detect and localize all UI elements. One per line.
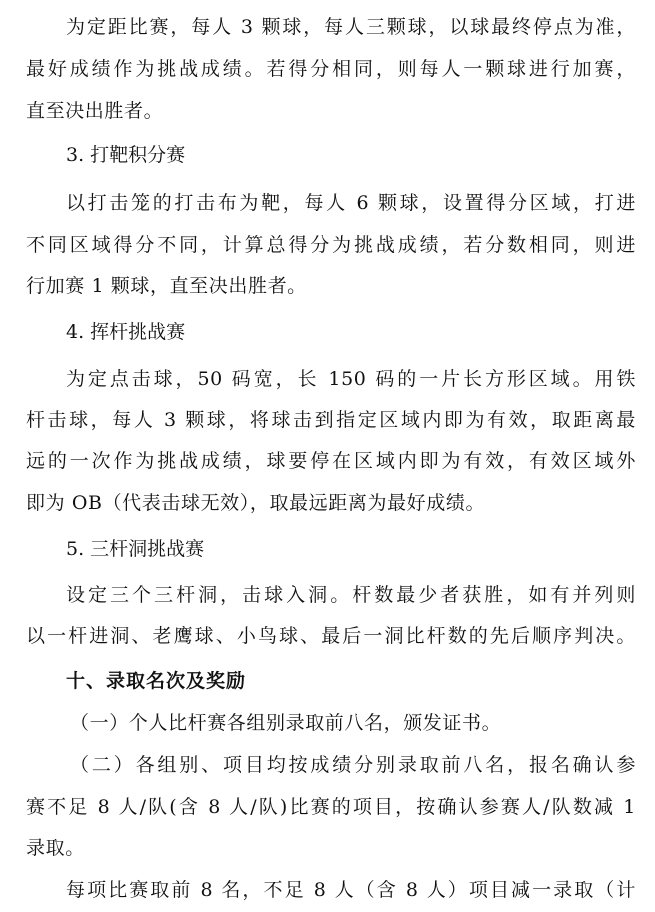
paragraph-line: 每项比赛取前 8 名，不足 8 人（含 8 人）项目减一录取（计 xyxy=(66,879,636,901)
paragraph-line: 为定距比赛，每人 3 颗球，每人三颗球，以球最终停点为准， xyxy=(66,16,636,38)
paragraph-line: 行加赛 1 颗球，直至决出胜者。 xyxy=(26,275,307,297)
paragraph-line: 不同区域得分不同，计算总得分为挑战成绩，若分数相同，则进 xyxy=(26,234,636,256)
paragraph-line: 赛不足 8 人/队(含 8 人/队)比赛的项目，按确认参赛人/队数减 1 xyxy=(26,796,636,818)
paragraph-line: 即为 OB（代表击球无效），取最远距离为最好成绩。 xyxy=(26,492,486,514)
paragraph-line: 远的一次作为挑战成绩，球要停在区域内即为有效，有效区域外 xyxy=(26,450,636,472)
subsection-heading-3: 3. 打靶积分赛 xyxy=(66,144,186,166)
paragraph-line: 杆击球，每人 3 颗球，将球击到指定区域内即为有效，取距离最 xyxy=(26,409,636,431)
subsection-heading-4: 4. 挥杆挑战赛 xyxy=(66,321,186,343)
paragraph-line: 以一杆进洞、老鹰球、小鸟球、最后一洞比杆数的先后顺序判决。 xyxy=(26,625,636,647)
paragraph-line: 录取。 xyxy=(26,837,85,859)
paragraph-line: 以打击笼的打击布为靶，每人 6 颗球，设置得分区域，打进 xyxy=(66,192,636,214)
section-heading: 十、录取名次及奖励 xyxy=(66,670,247,692)
paragraph-line: 直至决出胜者。 xyxy=(26,100,164,122)
paragraph-line: 最好成绩作为挑战成绩。若得分相同，则每人一颗球进行加赛， xyxy=(26,58,636,80)
paragraph-line: （一）个人比杆赛各组别录取前八名，颁发证书。 xyxy=(70,712,502,734)
paragraph-line: 为定点击球，50 码宽，长 150 码的一片长方形区域。用铁 xyxy=(66,368,636,390)
subsection-heading-5: 5. 三杆洞挑战赛 xyxy=(66,538,205,560)
paragraph-line: （二）各组别、项目均按成绩分别录取前八名，报名确认参 xyxy=(70,754,636,776)
paragraph-line: 设定三个三杆洞，击球入洞。杆数最少者获胜，如有并列则 xyxy=(66,584,636,606)
